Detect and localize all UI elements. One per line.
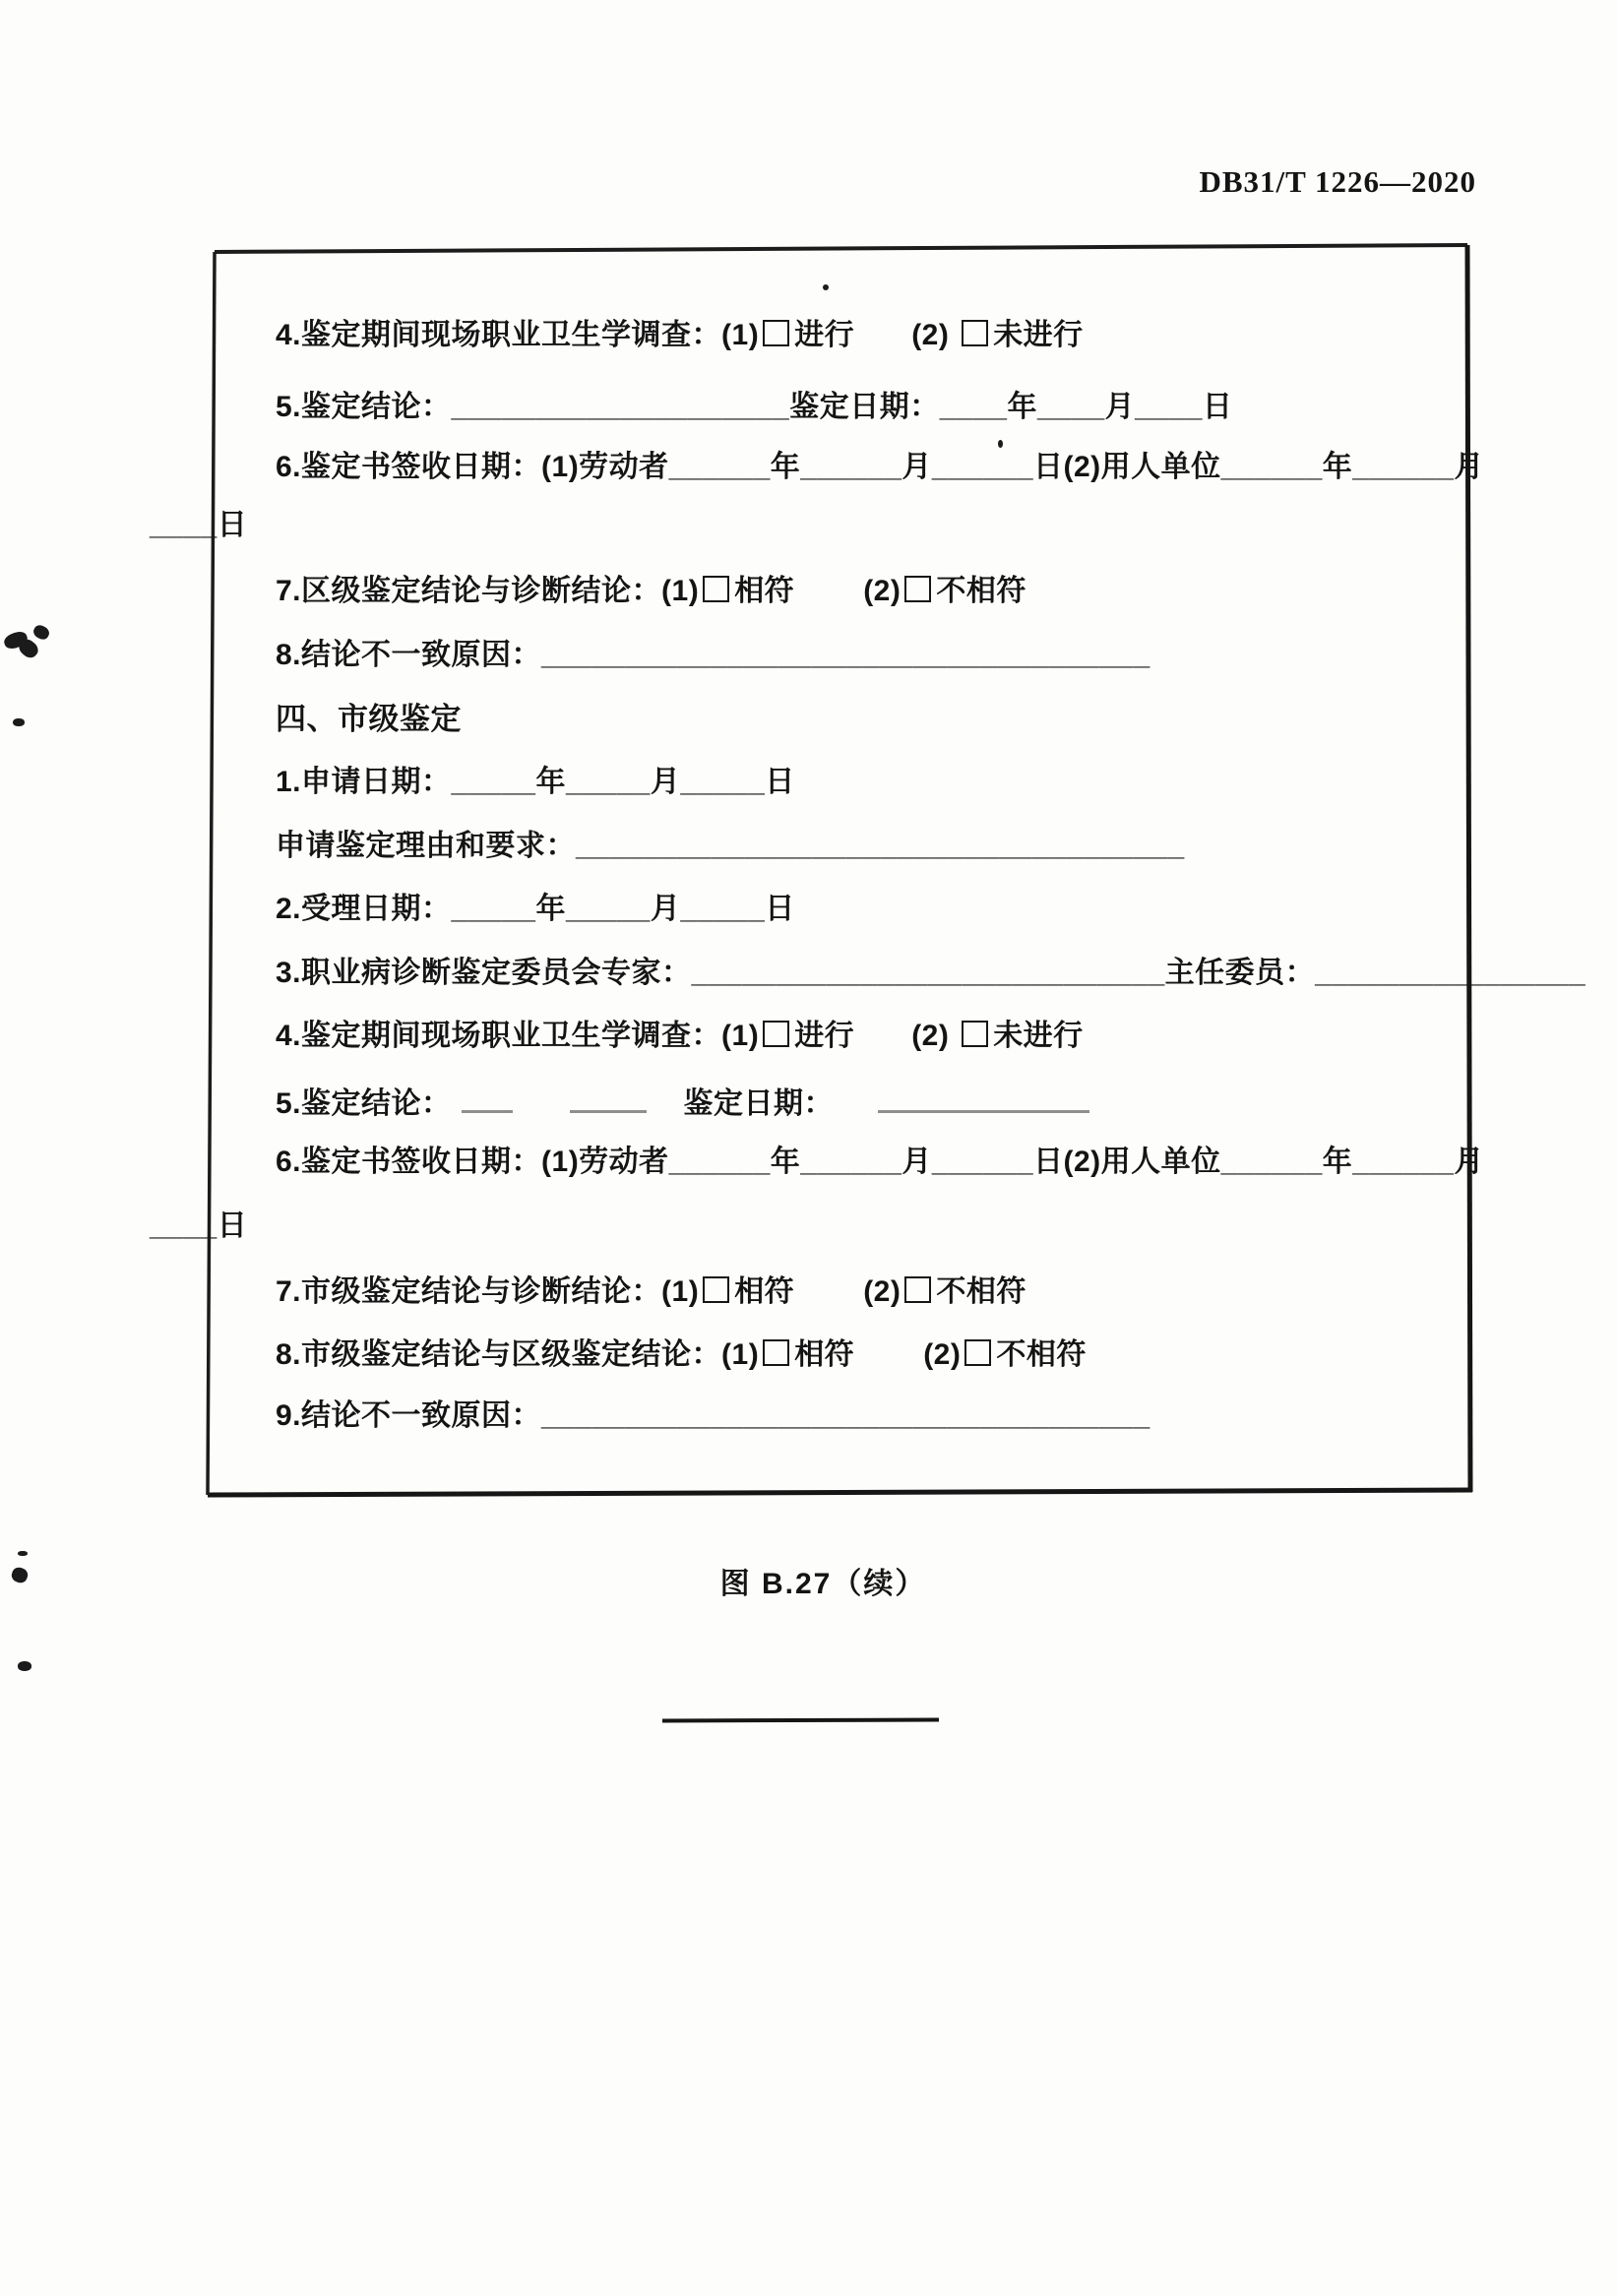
form-line-city-item3: 3.职业病诊断鉴定委员会专家：____________________________主任委员：________________ [276,957,1586,989]
form-line-district-item8: 8.结论不一致原因：____________________________________ [276,639,1151,671]
form-line-district-item6: 6.鉴定书签收日期：(1)劳动者______年______月______日(2)用人单位______年______月 [276,451,1484,483]
checkbox-consistent-icon [763,1339,789,1366]
ink-speck [823,284,829,290]
spacer [854,1363,923,1364]
form-line-district-item4 [276,318,1084,353]
spacer [854,343,911,344]
checkbox-not-conducted-icon [962,320,988,346]
section-heading-city-appraisal: 四、市级鉴定 [276,702,462,736]
ink-speck [998,440,1003,448]
form-line-city-item9: 9.结论不一致原因：____________________________________ [276,1399,1151,1432]
city-item7-opt2: 不相符 [936,1275,1026,1308]
city-item7-mid: (2) [863,1275,902,1308]
district-item4-opt1: 进行 [794,319,855,351]
city-item4-opt2: 未进行 [993,1020,1084,1052]
checkbox-inconsistent-icon [904,576,931,602]
city-item7-opt1: 相符 [734,1275,795,1308]
city-item8-opt2: 不相符 [996,1338,1087,1371]
ink-speck [18,1661,31,1671]
checkbox-consistent-icon [703,1276,729,1303]
blank-field [878,1083,1089,1113]
city-item7-label: 7.市级鉴定结论与诊断结论：(1) [276,1275,700,1308]
checkbox-inconsistent-icon [904,1276,931,1303]
form-line-city-item1-reason: 申请鉴定理由和要求：____________________________________ [276,830,1185,862]
city-item5-label2: 鉴定日期： [683,1087,835,1120]
standard-number: DB31/T 1226—2020 [1199,164,1476,199]
form-line-district-item5: 5.鉴定结论：____________________鉴定日期：____年____月____日 [276,391,1233,423]
ink-speck [18,1551,28,1556]
district-item7-opt2: 不相符 [936,575,1026,607]
form-line-district-item6-continuation: ____日 [150,509,248,541]
form-line-city-item8 [276,1337,1087,1373]
spacer [794,599,863,600]
figure-caption: 图 B.27（续） [719,1568,927,1600]
checkbox-not-conducted-icon [962,1021,988,1047]
blank-field [462,1083,513,1113]
spacer [647,1112,684,1113]
form-line-city-item6: 6.鉴定书签收日期：(1)劳动者______年______月______日(2)用人单位______年______月 [276,1146,1484,1178]
form-line-city-item1: 1.申请日期：_____年_____月_____日 [276,766,795,798]
checkbox-consistent-icon [703,576,729,602]
city-item4-opt1: 进行 [794,1020,855,1052]
district-item7-label: 7.区级鉴定结论与诊断结论：(1) [276,575,700,607]
city-item8-opt1: 相符 [794,1338,855,1371]
district-item4-label: 4.鉴定期间现场职业卫生学调查：(1) [276,319,760,351]
blank-field [570,1083,647,1113]
spacer [854,1044,911,1045]
district-item4-opt2: 未进行 [993,319,1084,351]
city-item5-label: 5.鉴定结论： [276,1087,452,1120]
form-line-city-item5 [276,1083,1089,1122]
city-item8-mid: (2) [923,1338,962,1371]
form-line-city-item7 [276,1274,1026,1310]
checkbox-conducted-icon [763,1021,789,1047]
city-item4-label: 4.鉴定期间现场职业卫生学调查：(1) [276,1020,760,1052]
district-item7-mid: (2) [863,575,902,607]
form-line-city-item6-continuation: ____日 [150,1210,248,1242]
ink-speck [13,718,25,726]
city-item4-mid: (2) [911,1020,959,1052]
form-line-city-item2: 2.受理日期：_____年_____月_____日 [276,893,795,925]
form-line-city-item4 [276,1019,1084,1054]
checkbox-conducted-icon [763,320,789,346]
district-item4-mid: (2) [911,319,959,351]
city-item8-label: 8.市级鉴定结论与区级鉴定结论：(1) [276,1338,760,1371]
checkbox-inconsistent-icon [964,1339,991,1366]
district-item7-opt1: 相符 [734,575,795,607]
form-line-district-item7 [276,574,1026,609]
spacer [794,1300,863,1301]
